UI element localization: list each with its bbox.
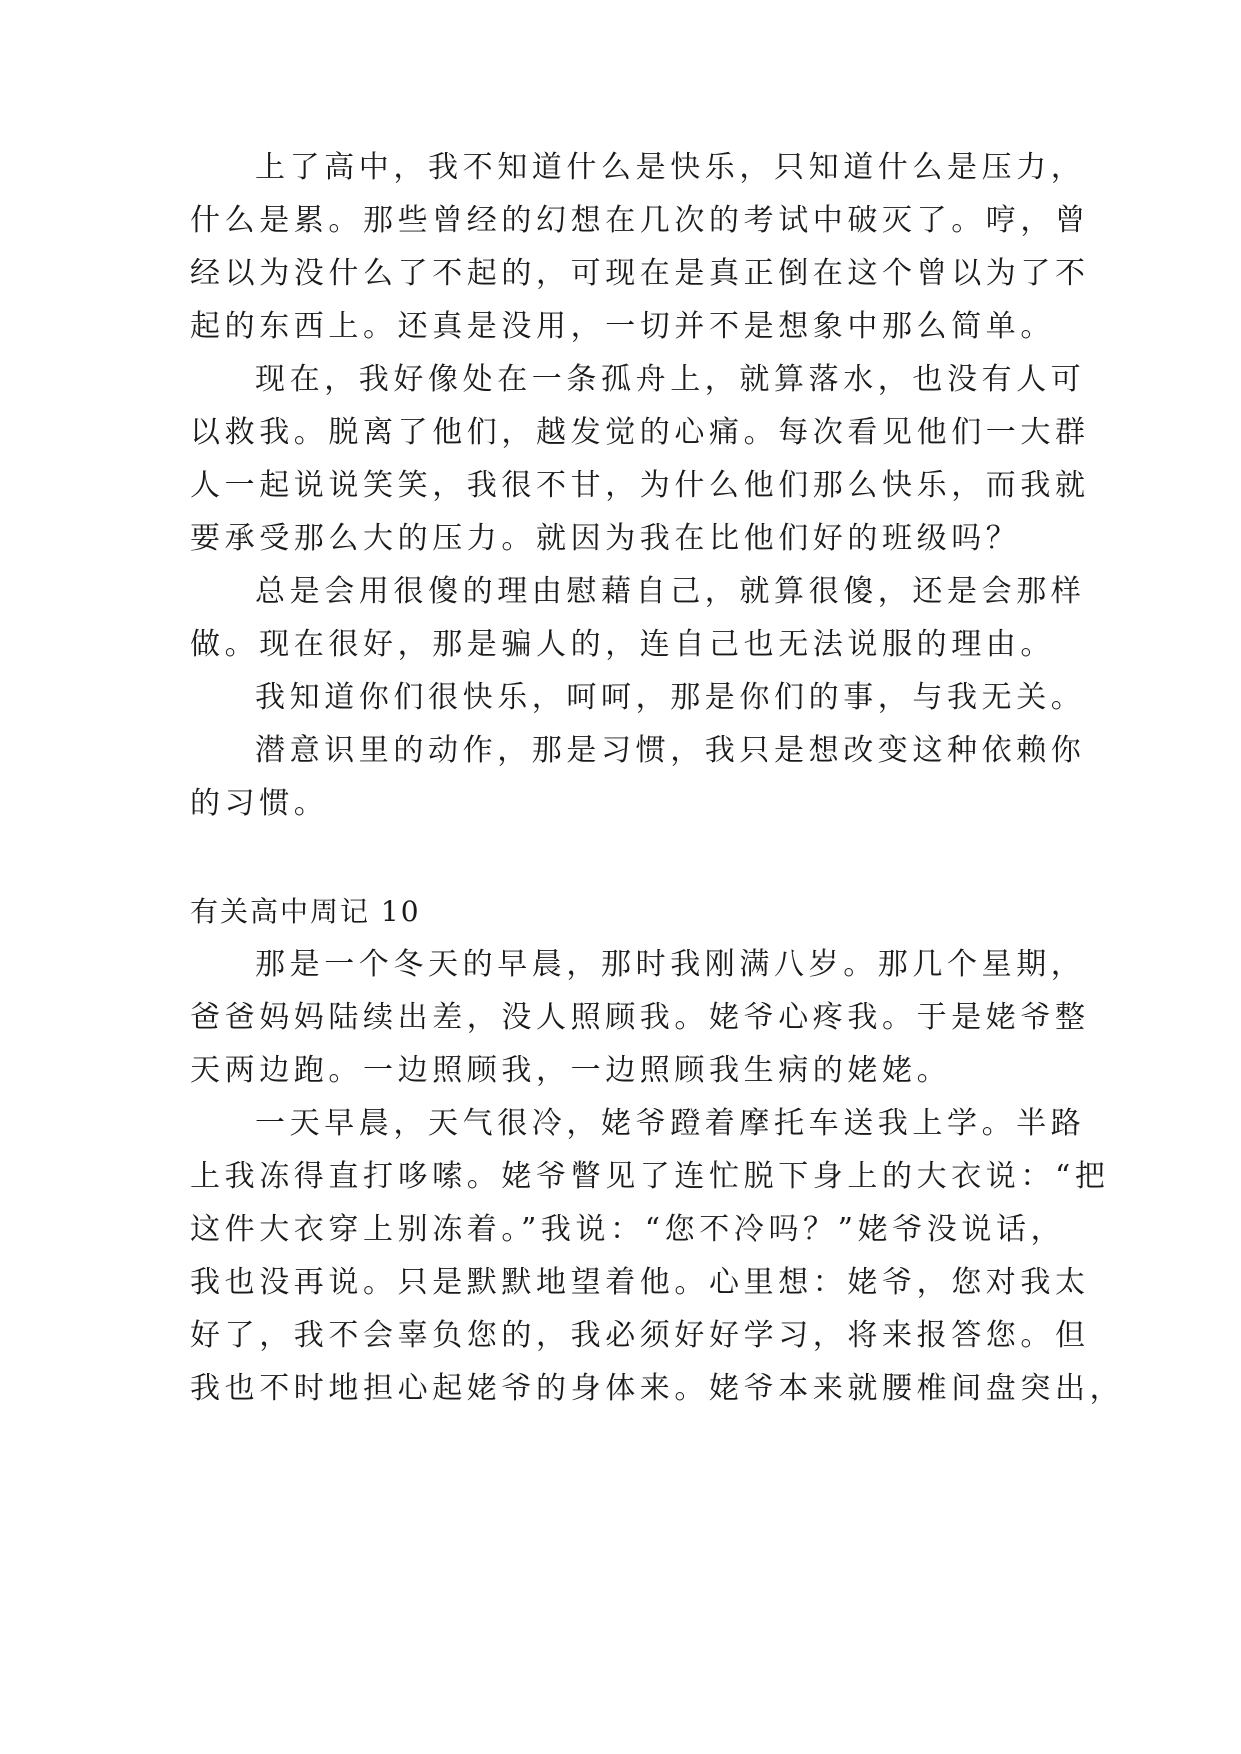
paragraph-line: 以救我。脱离了他们，越发觉的心痛。每次看见他们一大群 xyxy=(190,415,1090,450)
paragraph-line: 这件大衣穿上别冻着。”我说：“您不冷吗？”姥爷没说话， xyxy=(190,1212,1066,1247)
paragraph-line: 经以为没什么了不起的，可现在是真正倒在这个曾以为了不 xyxy=(190,256,1090,291)
paragraph-line: 现在，我好像处在一条孤舟上，就算落水，也没有人可 xyxy=(255,362,1086,397)
paragraph-line: 要承受那么大的压力。就因为我在比他们好的班级吗？ xyxy=(190,521,1021,556)
paragraph-line: 我也不时地担心起姥爷的身体来。姥爷本来就腰椎间盘突出， xyxy=(190,1371,1125,1406)
paragraph-line: 上我冻得直打哆嗦。姥爷瞥见了连忙脱下身上的大衣说：“把 xyxy=(190,1159,1110,1194)
paragraph-line: 的习惯。 xyxy=(190,786,329,821)
paragraph-line: 好了，我不会辜负您的，我必须好好学习，将来报答您。但 xyxy=(190,1318,1090,1353)
paragraph-line: 潜意识里的动作，那是习惯，我只是想改变这种依赖你 xyxy=(255,733,1086,768)
paragraph-line: 天两边跑。一边照顾我，一边照顾我生病的姥姥。 xyxy=(190,1053,952,1088)
paragraph-line: 我也没再说。只是默默地望着他。心里想：姥爷，您对我太 xyxy=(190,1265,1090,1300)
paragraph-line: 上了高中，我不知道什么是快乐，只知道什么是压力， xyxy=(255,150,1086,185)
paragraph-line: 那是一个冬天的早晨，那时我刚满八岁。那几个星期， xyxy=(255,947,1086,982)
paragraph-line: 爸爸妈妈陆续出差，没人照顾我。姥爷心疼我。于是姥爷整 xyxy=(190,1000,1090,1035)
paragraph-line: 我知道你们很快乐，呵呵，那是你们的事，与我无关。 xyxy=(255,680,1086,715)
paragraph-line: 起的东西上。还真是没用，一切并不是想象中那么简单。 xyxy=(190,309,1055,344)
paragraph-line: 人一起说说笑笑，我很不甘，为什么他们那么快乐，而我就 xyxy=(190,468,1090,503)
section-heading: 有关高中周记 10 xyxy=(190,895,421,928)
paragraph-line: 做。现在很好，那是骗人的，连自己也无法说服的理由。 xyxy=(190,627,1055,662)
paragraph-line: 总是会用很傻的理由慰藉自己，就算很傻，还是会那样 xyxy=(255,574,1086,609)
paragraph-line: 什么是累。那些曾经的幻想在几次的考试中破灭了。哼，曾 xyxy=(190,203,1090,238)
paragraph-line: 一天早晨，天气很冷，姥爷蹬着摩托车送我上学。半路 xyxy=(255,1106,1086,1141)
